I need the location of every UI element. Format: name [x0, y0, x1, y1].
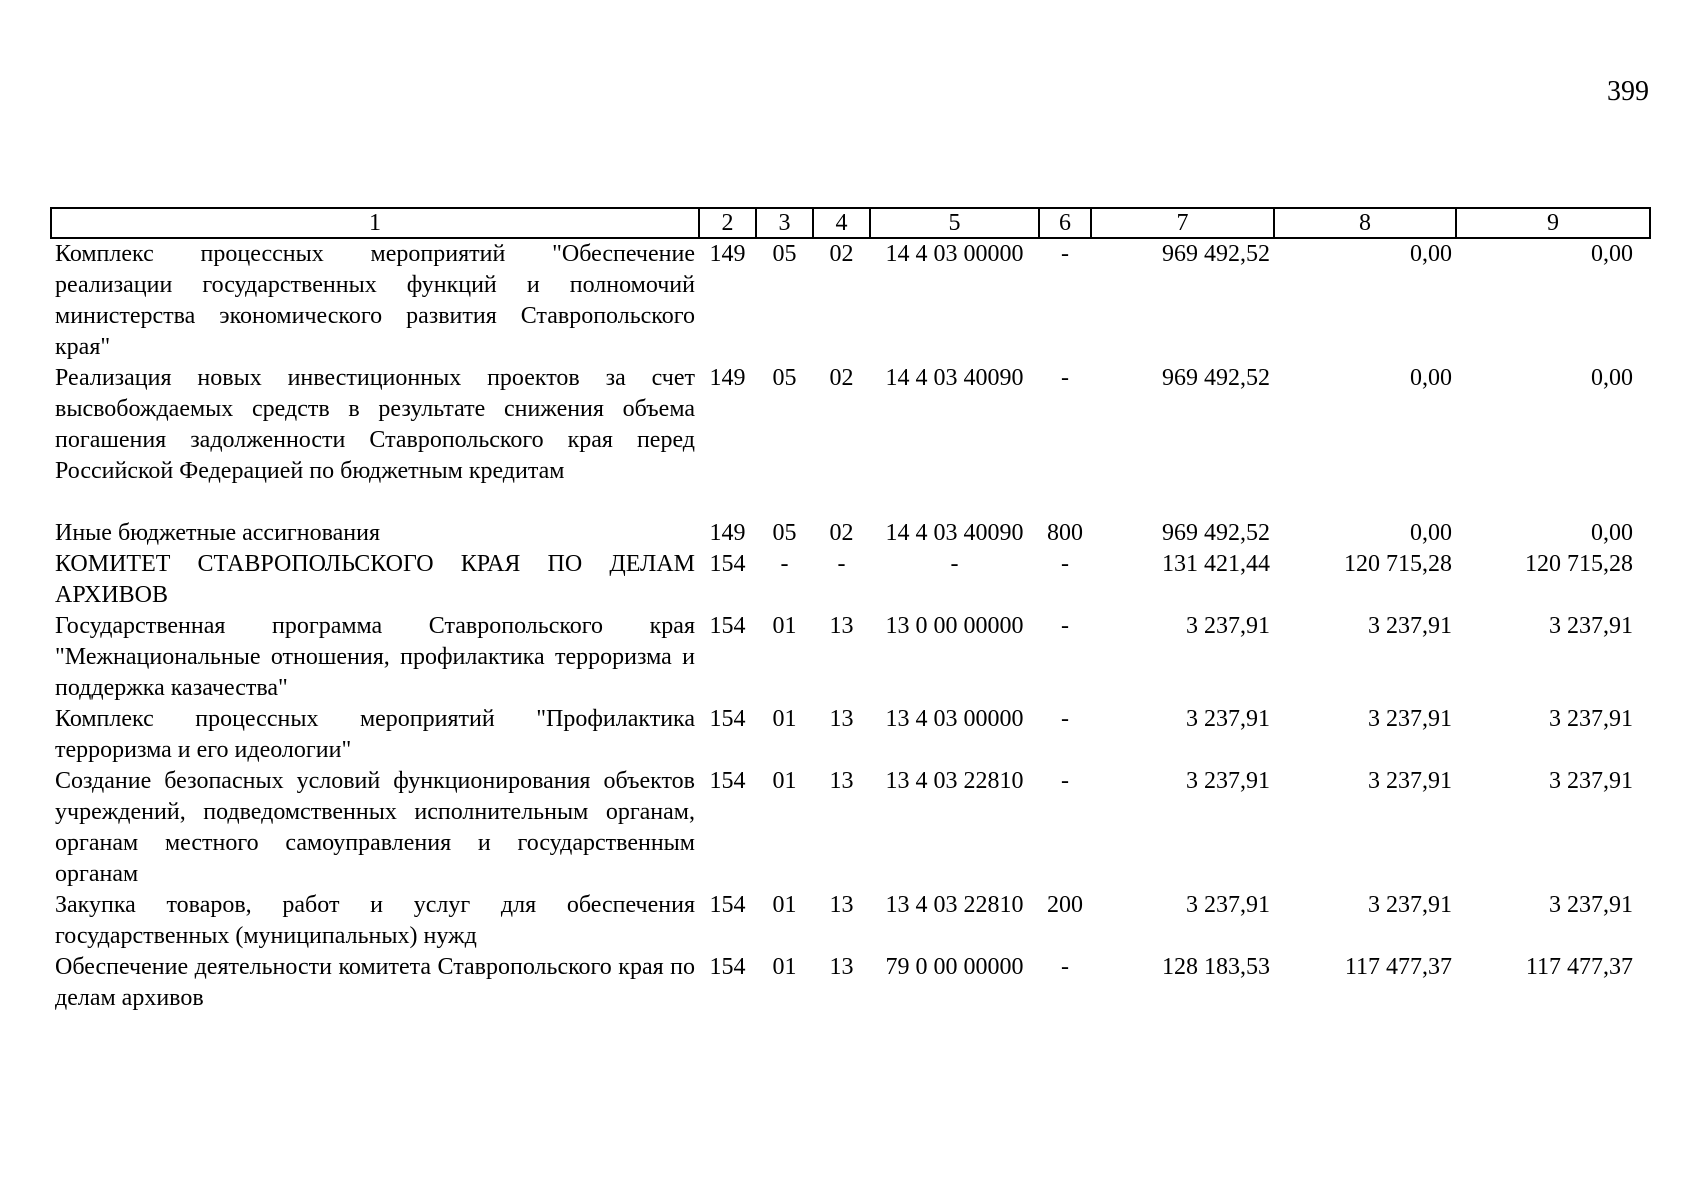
- amount-col-7: 3 237,91: [1186, 706, 1270, 732]
- section-code: 01: [772, 706, 797, 732]
- amount-col-9: 117 477,37: [1525, 954, 1633, 980]
- amount-col-7: 969 492,52: [1162, 241, 1270, 267]
- expense-type-code: -: [1061, 768, 1069, 794]
- column-header: 8: [1274, 208, 1456, 238]
- page-number: 399: [1607, 76, 1649, 107]
- row-description: Создание безопасных условий функционирования объектов учреждений, подведомственных исполнительным органам, органам местного самоуправления и государственным органам: [55, 768, 695, 887]
- column-header: 4: [813, 208, 870, 238]
- amount-col-9: 0,00: [1591, 241, 1633, 267]
- amount-col-8: 3 237,91: [1368, 768, 1452, 794]
- table-row: [51, 238, 1650, 363]
- subsection-code: 13: [829, 954, 854, 980]
- section-code: 05: [772, 520, 797, 546]
- column-header: 5: [870, 208, 1039, 238]
- amount-col-9: 3 237,91: [1549, 706, 1633, 732]
- subsection-code: -: [837, 551, 846, 577]
- row-description: Реализация новых инвестиционных проектов за счет высвобождаемых средств в результате снижения объема погашения задолженности Ставропольского края перед Российской Федерацией по бюджетным кредитам: [55, 365, 695, 484]
- amount-col-8: 3 237,91: [1368, 892, 1452, 918]
- target-article-code: 14 4 03 00000: [885, 241, 1024, 267]
- row-description: Иные бюджетные ассигнования: [55, 520, 380, 546]
- table-header: [51, 208, 1650, 238]
- subsection-code: 13: [829, 892, 854, 918]
- amount-col-9: 120 715,28: [1525, 551, 1633, 577]
- ministry-code: 154: [709, 706, 746, 732]
- amount-col-8: 0,00: [1410, 365, 1452, 391]
- expense-type-code: -: [1061, 706, 1069, 732]
- amount-col-8: 0,00: [1410, 520, 1452, 546]
- ministry-code: 154: [709, 768, 746, 794]
- amount-col-8: 117 477,37: [1344, 954, 1452, 980]
- amount-col-9: 0,00: [1591, 520, 1633, 546]
- target-article-code: -: [950, 551, 959, 577]
- subsection-code: 13: [829, 706, 854, 732]
- target-article-code: 13 4 03 00000: [885, 706, 1024, 732]
- subsection-code: 13: [829, 768, 854, 794]
- target-article-code: 14 4 03 40090: [885, 520, 1024, 546]
- subsection-code: 02: [829, 520, 854, 546]
- amount-col-9: 3 237,91: [1549, 768, 1633, 794]
- column-header: 1: [51, 208, 699, 238]
- spacer-cell: [51, 487, 1650, 518]
- expense-type-code: -: [1061, 954, 1069, 980]
- section-code: 01: [772, 892, 797, 918]
- table-row: [51, 518, 1650, 549]
- amount-col-9: 3 237,91: [1549, 613, 1633, 639]
- ministry-code: 154: [709, 954, 746, 980]
- amount-col-8: 0,00: [1410, 241, 1452, 267]
- ministry-code: 149: [709, 365, 746, 391]
- target-article-code: 14 4 03 40090: [885, 365, 1024, 391]
- target-article-code: 79 0 00 00000: [885, 954, 1024, 980]
- amount-col-7: 3 237,91: [1186, 768, 1270, 794]
- ministry-code: 154: [709, 551, 746, 577]
- row-description: Обеспечение деятельности комитета Ставропольского края по делам архивов: [55, 954, 695, 1011]
- amount-col-8: 3 237,91: [1368, 706, 1452, 732]
- subsection-code: 13: [829, 613, 854, 639]
- table-row: [51, 363, 1650, 487]
- table-row: [51, 766, 1650, 890]
- table-row: [51, 952, 1650, 1014]
- table-row: [51, 611, 1650, 704]
- expense-type-code: 800: [1047, 520, 1083, 546]
- amount-col-7: 131 421,44: [1162, 551, 1270, 577]
- section-code: 05: [772, 365, 797, 391]
- target-article-code: 13 0 00 00000: [885, 613, 1024, 639]
- column-header: 2: [699, 208, 756, 238]
- section-code: 05: [772, 241, 797, 267]
- amount-col-7: 3 237,91: [1186, 892, 1270, 918]
- column-header: 3: [756, 208, 813, 238]
- section-code: 01: [772, 613, 797, 639]
- column-number-row: [51, 208, 1650, 238]
- ministry-code: 154: [709, 892, 746, 918]
- expense-type-code: -: [1061, 551, 1069, 577]
- table-row: [51, 549, 1650, 611]
- subsection-code: 02: [829, 365, 854, 391]
- ministry-code: 149: [709, 520, 746, 546]
- section-code: -: [780, 551, 789, 577]
- amount-col-8: 3 237,91: [1368, 613, 1452, 639]
- column-header: 7: [1091, 208, 1274, 238]
- amount-col-7: 128 183,53: [1162, 954, 1270, 980]
- target-article-code: 13 4 03 22810: [885, 768, 1024, 794]
- amount-col-8: 120 715,28: [1344, 551, 1452, 577]
- amount-col-9: 3 237,91: [1549, 892, 1633, 918]
- amount-col-7: 3 237,91: [1186, 613, 1270, 639]
- section-code: 01: [772, 768, 797, 794]
- ministry-code: 154: [709, 613, 746, 639]
- amount-col-7: 969 492,52: [1162, 365, 1270, 391]
- column-header: 6: [1039, 208, 1091, 238]
- amount-col-7: 969 492,52: [1162, 520, 1270, 546]
- expense-type-code: 200: [1047, 892, 1083, 918]
- column-header: 9: [1456, 208, 1650, 238]
- table-row: [51, 890, 1650, 952]
- spacer-row: [51, 487, 1650, 518]
- table-row: [51, 704, 1650, 766]
- expense-type-code: -: [1061, 241, 1069, 267]
- row-description: Закупка товаров, работ и услуг для обеспечения государственных (муниципальных) нужд: [55, 892, 695, 949]
- row-description: Комплекс процессных мероприятий "Профилактика терроризма и его идеологии": [55, 706, 695, 763]
- expense-type-code: -: [1061, 365, 1069, 391]
- subsection-code: 02: [829, 241, 854, 267]
- table-body: [51, 238, 1650, 1014]
- section-code: 01: [772, 954, 797, 980]
- target-article-code: 13 4 03 22810: [885, 892, 1024, 918]
- ministry-code: 149: [709, 241, 746, 267]
- amount-col-9: 0,00: [1591, 365, 1633, 391]
- budget-table: [50, 207, 1651, 1014]
- row-description: Комплекс процессных мероприятий "Обеспечение реализации государственных функций и полномочий министерства экономического развития Ставропольского края": [55, 241, 695, 360]
- row-description: КОМИТЕТ СТАВРОПОЛЬСКОГО КРАЯ ПО ДЕЛАМ АРХИВОВ: [55, 551, 695, 608]
- expense-type-code: -: [1061, 613, 1069, 639]
- row-description: Государственная программа Ставропольского края "Межнациональные отношения, профилактика терроризма и поддержка казачества": [55, 613, 695, 701]
